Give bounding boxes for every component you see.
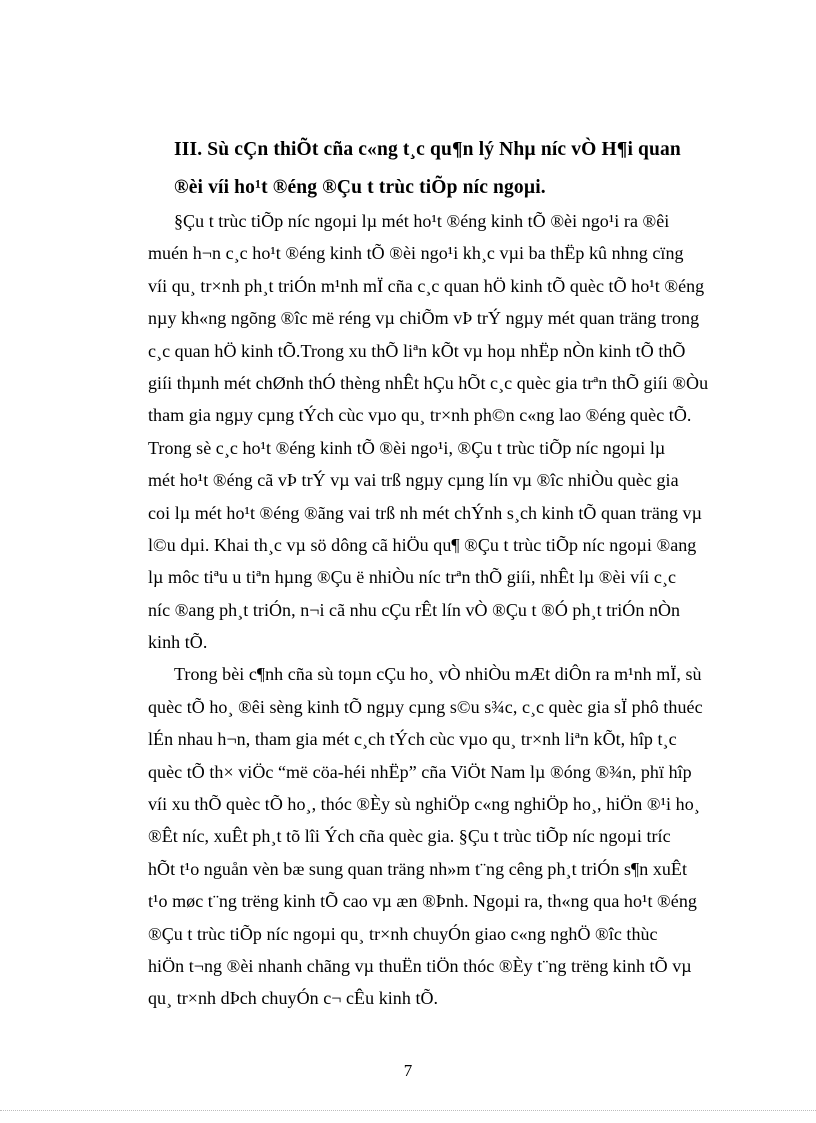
page-bottom-divider	[0, 1110, 816, 1111]
paragraph-1-line: níc ®ang ph¸t triÓn, n¬i cã nhu cÇu rÊt lín vÒ ®Çu t ®Ó ph¸t triÓn nÒn	[148, 599, 681, 620]
paragraph-1-line: Trong sè c¸c ho¹t ®éng kinh tÕ ®èi ngo¹i, ®Çu t trùc tiÕp níc ngoµi lµ	[148, 437, 666, 458]
paragraph-1-line: kinh tÕ.	[148, 632, 208, 653]
paragraph-1-line: tham gia ngµy cµng tÝch cùc vµo qu¸ tr×nh ph©n c«ng lao ®éng quèc tÕ.	[148, 405, 692, 426]
paragraph-2-line: quèc tÕ ho¸ ®êi sèng kinh tÕ ngµy cµng s©u s¾c, c¸c quèc gia sÏ phô thuéc	[148, 696, 703, 717]
paragraph-2-line: Trong bèi c¶nh cña sù toµn cÇu ho¸ vÒ nhiÒu mÆt diÔn ra m¹nh mÏ, sù	[174, 664, 702, 685]
page-number: 7	[403, 1061, 413, 1080]
paragraph-2-line: qu¸ tr×nh dÞch chuyÓn c¬ cÊu kinh tÕ.	[148, 988, 439, 1009]
section-heading-line-1: III. Sù cÇn thiÕt cña c«ng t¸c qu¶n lý Nhµ níc vÒ H¶i quan	[174, 139, 681, 160]
paragraph-1	[148, 205, 748, 658]
body-text	[148, 205, 748, 1015]
section-heading-line-2: ®èi víi ho¹t ®éng ®Çu t trùc tiÕp níc ngoµi.	[174, 177, 546, 198]
paragraph-1-line: §Çu t trùc tiÕp níc ngoµi lµ mét ho¹t ®éng kinh tÕ ®èi ngo¹i ra ®êi	[174, 211, 670, 231]
paragraph-2-line: quèc tÕ th× viÖc “më cöa-héi nhËp” cña ViÖt Nam lµ ®óng ®¾n, phï hîp	[148, 761, 692, 782]
paragraph-2-line: víi xu thÕ quèc tÕ ho¸, thóc ®Èy sù nghiÖp c«ng nghiÖp ho¸, hiÖn ®¹i ho¸	[148, 794, 700, 815]
paragraph-1-line: muén h¬n c¸c ho¹t ®éng kinh tÕ ®èi ngo¹i kh¸c vµi ba thËp kû nhng cïng	[148, 243, 684, 264]
paragraph-1-line: mét ho¹t ®éng cã vÞ trÝ vµ vai trß ngµy cµng lín vµ ®îc nhiÒu quèc gia	[148, 470, 679, 491]
paragraph-2-line: ®Çu t trùc tiÕp níc ngoµi qu¸ tr×nh chuyÓn giao c«ng nghÖ ®îc thùc	[148, 923, 658, 944]
paragraph-2-line: hiÖn t¬ng ®èi nhanh chãng vµ thuËn tiÖn thóc ®Èy t¨ng trëng kinh tÕ vµ	[148, 955, 692, 976]
paragraph-2	[148, 658, 748, 1014]
section-heading	[174, 131, 764, 207]
paragraph-1-line: l©u dµi. Khai th¸c vµ sö dông cã hiÖu qu¶ ®Çu t trùc tiÕp níc ngoµi ®ang	[148, 534, 697, 555]
paragraph-2-line: lÉn nhau h¬n, tham gia mét c¸ch tÝch cùc vµo qu¸ tr×nh liªn kÕt, hîp t¸c	[148, 729, 677, 750]
paragraph-2-line: t¹o møc t¨ng trëng kinh tÕ cao vµ æn ®Þnh. Ngoµi ra, th«ng qua ho¹t ®éng	[148, 891, 697, 912]
paragraph-1-line: giíi thµnh mét chØnh thÓ thèng nhÊt hÇu hÕt c¸c quèc gia trªn thÕ giíi ®Òu	[148, 372, 709, 393]
paragraph-2-line: hÕt t¹o nguån vèn bæ sung quan träng nh»m t¨ng cêng ph¸t triÓn s¶n xuÊt	[148, 858, 688, 879]
paragraph-1-line: coi lµ mét ho¹t ®éng ®ãng vai trß nh mét chÝnh s¸ch kinh tÕ quan träng vµ	[148, 502, 703, 523]
paragraph-2-line: ®Êt níc, xuÊt ph¸t tõ lîi Ých cña quèc gia. §Çu t trùc tiÕp níc ngoµi tríc	[148, 826, 671, 847]
paragraph-1-line: víi qu¸ tr×nh ph¸t triÓn m¹nh mÏ cña c¸c quan hÖ kinh tÕ quèc tÕ ho¹t ®éng	[148, 275, 705, 296]
paragraph-1-line: lµ môc tiªu u tiªn hµng ®Çu ë nhiÒu níc trªn thÕ giíi, nhÊt lµ ®èi víi c¸c	[148, 567, 677, 588]
paragraph-1-line: nµy kh«ng ngõng ®îc më réng vµ chiÕm vÞ trÝ ngµy mét quan träng trong	[148, 308, 700, 329]
paragraph-1-line: c¸c quan hÖ kinh tÕ.Trong xu thÕ liªn kÕt vµ hoµ nhËp nÒn kinh tÕ thÕ	[148, 340, 686, 361]
